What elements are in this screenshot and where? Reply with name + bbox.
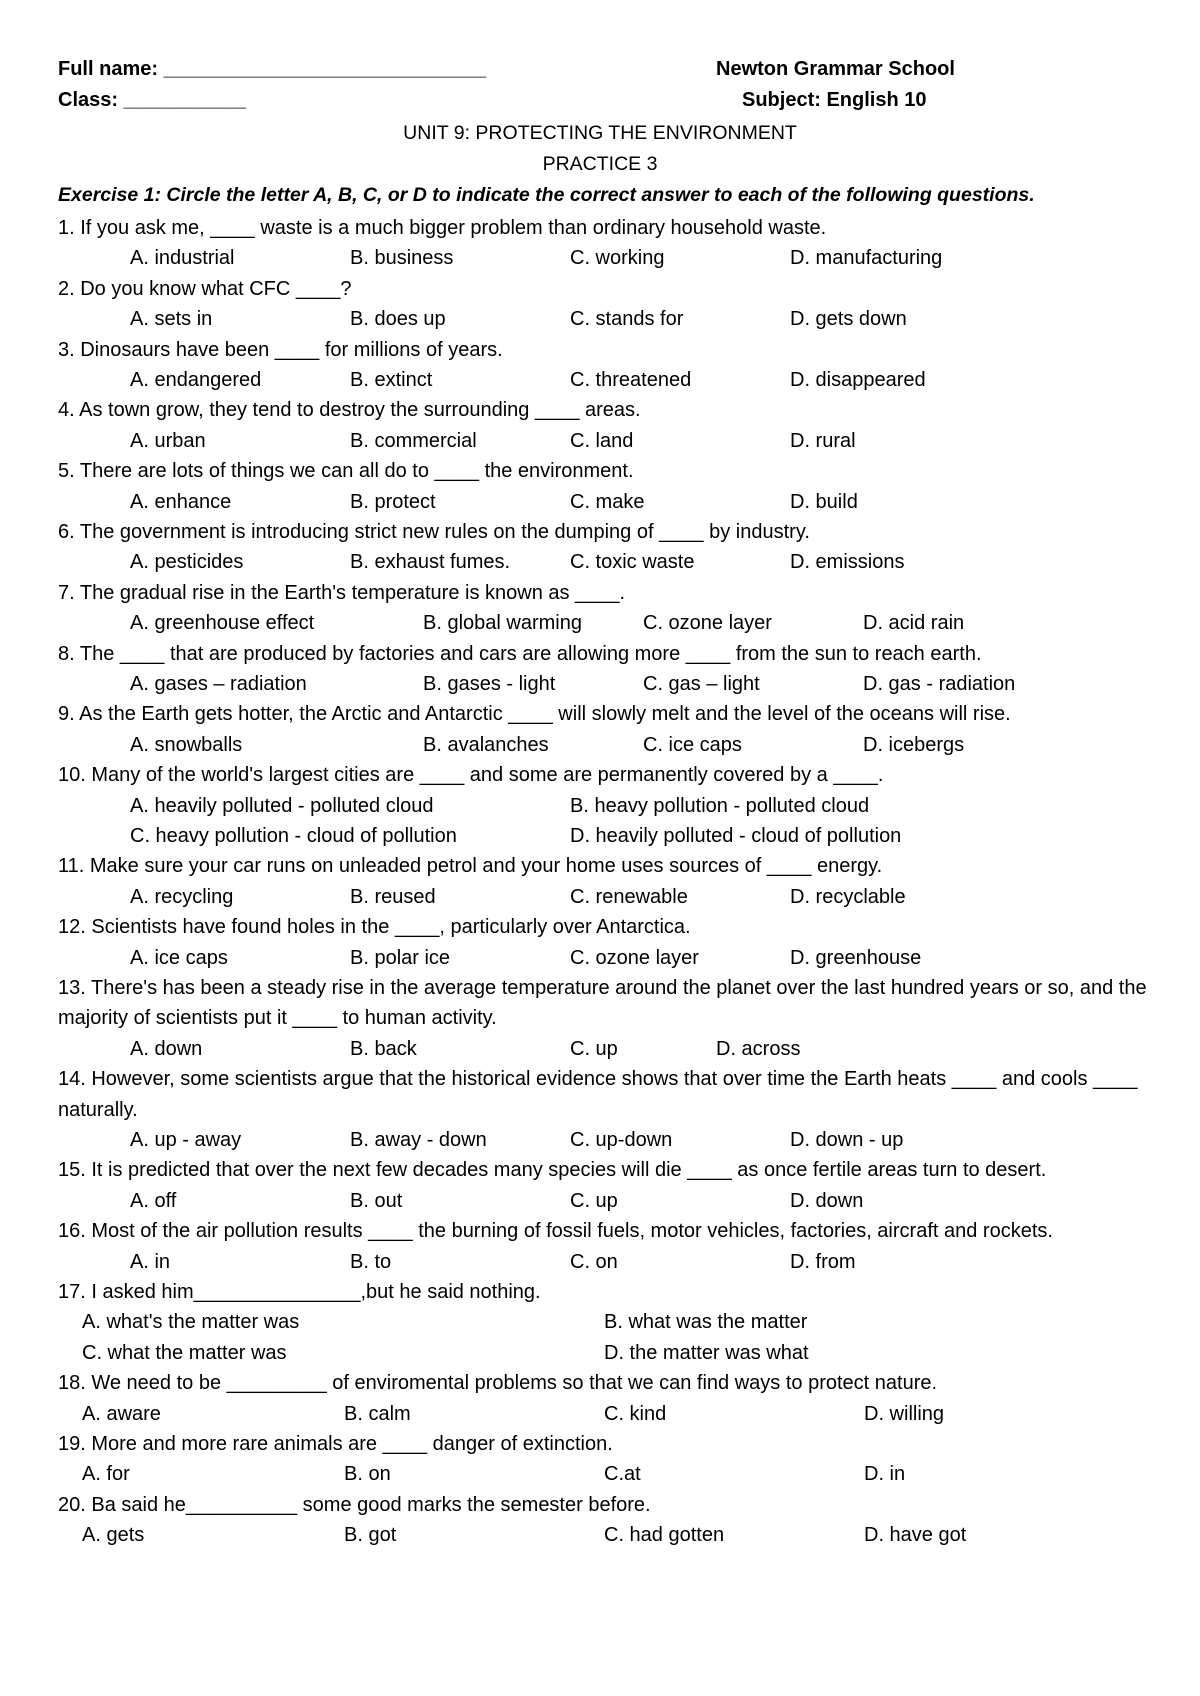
answer-option-b[interactable]: B. gases - light xyxy=(423,672,556,695)
answer-option-d[interactable]: D. greenhouse xyxy=(790,946,922,969)
answer-option-b[interactable]: B. on xyxy=(344,1463,391,1486)
answer-option-d[interactable]: D. down xyxy=(790,1189,864,1212)
question-text: 19. More and more rare animals are ____ danger of extinction. xyxy=(58,1432,613,1455)
answer-option-a[interactable]: A. down xyxy=(130,1037,203,1060)
question-12 xyxy=(58,912,1168,973)
answer-option-b[interactable]: B. back xyxy=(350,1037,417,1060)
answer-options-row xyxy=(58,1399,1168,1429)
question-2 xyxy=(58,274,1168,335)
answer-options-row xyxy=(58,1247,1168,1277)
answer-option-d[interactable]: D. gas - radiation xyxy=(863,672,1016,695)
question-text: 16. Most of the air pollution results ____ the burning of fossil fuels, motor vehicles, factories, aircraft and rockets. xyxy=(58,1220,1053,1243)
question-text: 20. Ba said he__________ some good marks the semester before. xyxy=(58,1493,651,1516)
answer-options-row xyxy=(58,821,1168,851)
practice-title: PRACTICE 3 xyxy=(542,153,658,175)
answer-option-c[interactable]: C. make xyxy=(570,490,645,513)
answer-option-c[interactable]: C. threatened xyxy=(570,369,692,391)
answer-option-d[interactable]: D. icebergs xyxy=(863,733,965,756)
answer-option-a[interactable]: A. in xyxy=(130,1250,171,1273)
answer-option-a[interactable]: A. sets in xyxy=(130,308,213,331)
answer-option-a[interactable]: A. heavily polluted - polluted cloud xyxy=(130,794,434,817)
answer-option-a[interactable]: A. ice caps xyxy=(130,946,228,969)
answer-option-b[interactable]: B. calm xyxy=(344,1402,411,1425)
question-16 xyxy=(58,1216,1168,1277)
answer-option-c[interactable]: C. on xyxy=(570,1250,618,1273)
answer-option-d[interactable]: D. heavily polluted - cloud of pollution xyxy=(570,824,902,847)
answer-options-row xyxy=(58,426,1168,456)
answer-option-c[interactable]: C. renewable xyxy=(570,885,688,908)
answer-option-c[interactable]: C. kind xyxy=(604,1402,667,1425)
answer-options-row xyxy=(58,1520,1168,1550)
answer-option-d[interactable]: D. across xyxy=(716,1037,801,1060)
answer-option-c[interactable]: C. ozone layer xyxy=(643,612,772,635)
answer-option-d[interactable]: D. emissions xyxy=(790,551,905,574)
question-6 xyxy=(58,517,1168,578)
answer-option-a[interactable]: A. pesticides xyxy=(130,551,244,574)
question-10 xyxy=(58,760,1168,851)
answer-option-b[interactable]: B. got xyxy=(344,1524,397,1547)
answer-option-d[interactable]: D. disappeared xyxy=(790,369,926,391)
answer-option-d[interactable]: D. down - up xyxy=(790,1128,904,1151)
answer-option-d[interactable]: D. in xyxy=(864,1463,906,1486)
question-11 xyxy=(58,851,1168,912)
question-13 xyxy=(58,973,1168,1064)
question-text: 18. We need to be _________ of enviromental problems so that we can find ways to protect nature. xyxy=(58,1372,938,1395)
answer-options-row xyxy=(58,882,1168,912)
question-text: 10. Many of the world's largest cities are ____ and some are permanently covered by a ____. xyxy=(58,764,884,787)
answer-options-row xyxy=(58,1307,1168,1337)
question-text: 11. Make sure your car runs on unleaded petrol and your home uses sources of ____ energy. xyxy=(58,855,883,878)
answer-options-row xyxy=(58,1125,1168,1155)
answer-option-b[interactable]: B. away - down xyxy=(350,1128,487,1151)
answer-options-row xyxy=(58,730,1168,760)
question-20 xyxy=(58,1490,1168,1551)
answer-option-b[interactable]: B. heavy pollution - polluted cloud xyxy=(570,794,870,817)
answer-option-c[interactable]: C. up-down xyxy=(570,1128,673,1151)
answer-options-row xyxy=(58,1338,1168,1368)
question-text: 15. It is predicted that over the next few decades many species will die ____ as once fertile areas turn to desert. xyxy=(58,1159,1047,1182)
answer-option-c[interactable]: C. toxic waste xyxy=(570,551,695,574)
answer-option-a[interactable]: A. for xyxy=(82,1463,130,1486)
answer-option-a[interactable]: A. endangered xyxy=(130,369,262,391)
answer-option-a[interactable]: A. aware xyxy=(82,1402,161,1425)
answer-option-d[interactable]: D. manufacturing xyxy=(790,247,943,270)
question-text: 17. I asked him_______________,but he said nothing. xyxy=(58,1280,541,1303)
question-18 xyxy=(58,1368,1168,1429)
question-list xyxy=(58,213,1168,1551)
answer-option-c[interactable]: C. up xyxy=(570,1037,618,1060)
answer-option-d[interactable]: D. from xyxy=(790,1250,856,1273)
question-19 xyxy=(58,1429,1168,1490)
answer-option-c[interactable]: C. gas – light xyxy=(643,672,760,695)
answer-options-row xyxy=(58,1459,1168,1489)
question-7 xyxy=(58,578,1168,639)
question-text: 1. If you ask me, ____ waste is a much bigger problem than ordinary household waste. xyxy=(58,217,827,239)
answer-option-c[interactable]: C. land xyxy=(570,429,634,452)
answer-option-c[interactable]: C. working xyxy=(570,247,665,270)
school-name: Newton Grammar School xyxy=(716,58,955,80)
unit-title: UNIT 9: PROTECTING THE ENVIRONMENT xyxy=(403,122,797,144)
answer-option-c[interactable]: C.at xyxy=(604,1463,641,1486)
question-4 xyxy=(58,395,1168,456)
exercise-heading: Exercise 1: Circle the letter A, B, C, or D to indicate the correct answer to each of the following questions. xyxy=(58,184,1035,206)
question-text: 7. The gradual rise in the Earth's temperature is known as ____. xyxy=(58,581,626,604)
answer-options-row xyxy=(58,304,1168,334)
answer-option-d[interactable]: D. willing xyxy=(864,1402,945,1425)
answer-option-c[interactable]: C. stands for xyxy=(570,308,684,331)
question-1 xyxy=(58,213,1168,274)
answer-option-b[interactable]: B. out xyxy=(350,1189,403,1212)
answer-option-b[interactable]: B. to xyxy=(350,1250,392,1273)
answer-options-row xyxy=(58,547,1168,577)
question-text: 9. As the Earth gets hotter, the Arctic and Antarctic ____ will slowly melt and the level of the oceans will rise. xyxy=(58,703,1011,726)
answer-option-a[interactable]: A. what's the matter was xyxy=(82,1311,300,1334)
question-15 xyxy=(58,1155,1168,1216)
answer-option-c[interactable]: C. had gotten xyxy=(604,1524,725,1547)
answer-option-a[interactable]: A. urban xyxy=(130,429,206,452)
answer-option-a[interactable]: A. enhance xyxy=(130,490,232,513)
answer-option-a[interactable]: A. gets xyxy=(82,1524,145,1547)
answer-options-row xyxy=(58,487,1168,517)
answer-options-row xyxy=(58,365,1168,395)
answer-option-b[interactable]: B. polar ice xyxy=(350,946,451,969)
answer-option-d[interactable]: D. rural xyxy=(790,429,856,452)
question-3 xyxy=(58,335,1168,396)
question-text: 13. There's has been a steady rise in the average temperature around the planet over the last hundred years or so, and the majority of scientists put it ____ to human activity. xyxy=(58,976,1147,1030)
answer-option-c[interactable]: C. up xyxy=(570,1189,618,1212)
answer-option-c[interactable]: C. ozone layer xyxy=(570,946,699,969)
question-17 xyxy=(58,1277,1168,1368)
question-text: 6. The government is introducing strict new rules on the dumping of ____ by industry. xyxy=(58,520,810,543)
answer-option-b[interactable]: B. what was the matter xyxy=(604,1311,808,1334)
question-text: 12. Scientists have found holes in the ____, particularly over Antarctica. xyxy=(58,916,691,939)
answer-option-d[interactable]: D. build xyxy=(790,490,858,513)
answer-option-d[interactable]: D. the matter was what xyxy=(604,1341,809,1364)
answer-option-a[interactable]: A. industrial xyxy=(130,247,235,270)
answer-options-row xyxy=(58,243,1168,273)
answer-option-b[interactable]: B. extinct xyxy=(350,369,433,391)
answer-option-a[interactable]: A. recycling xyxy=(130,885,234,908)
question-8 xyxy=(58,639,1168,700)
answer-option-b[interactable]: B. avalanches xyxy=(423,733,549,756)
answer-option-b[interactable]: B. business xyxy=(350,247,454,270)
question-text: 4. As town grow, they tend to destroy the surrounding ____ areas. xyxy=(58,399,641,422)
answer-options-row xyxy=(58,791,1168,821)
question-text: 5. There are lots of things we can all do to ____ the environment. xyxy=(58,460,634,483)
question-text: 8. The ____ that are produced by factories and cars are allowing more ____ from the sun to reach earth. xyxy=(58,642,982,665)
answer-option-d[interactable]: D. recyclable xyxy=(790,885,906,908)
answer-option-d[interactable]: D. acid rain xyxy=(863,612,965,635)
answer-option-b[interactable]: B. protect xyxy=(350,490,436,513)
answer-option-c[interactable]: C. ice caps xyxy=(643,733,742,756)
answer-option-d[interactable]: D. gets down xyxy=(790,308,907,331)
question-text: 14. However, some scientists argue that the historical evidence shows that over time the Earth heats ____ and cools ____ naturally. xyxy=(58,1068,1138,1121)
question-14 xyxy=(58,1064,1168,1155)
question-text: 3. Dinosaurs have been ____ for millions of years. xyxy=(58,338,503,361)
question-9 xyxy=(58,699,1168,760)
answer-options-row xyxy=(58,1186,1168,1216)
answer-option-a[interactable]: A. greenhouse effect xyxy=(130,612,315,635)
question-5 xyxy=(58,456,1168,517)
answer-option-c[interactable]: C. heavy pollution - cloud of pollution xyxy=(130,824,457,847)
answer-option-a[interactable]: A. up - away xyxy=(130,1128,242,1151)
answer-options-row xyxy=(58,943,1168,973)
answer-option-b[interactable]: B. commercial xyxy=(350,429,477,452)
answer-option-b[interactable]: B. reused xyxy=(350,885,436,908)
question-text: 2. Do you know what CFC ____? xyxy=(58,277,352,300)
answer-option-a[interactable]: A. off xyxy=(130,1189,177,1212)
answer-options-row xyxy=(58,669,1168,699)
subject-label: Subject: English 10 xyxy=(742,89,927,111)
answer-option-b[interactable]: B. does up xyxy=(350,308,446,331)
answer-option-d[interactable]: D. have got xyxy=(864,1524,967,1547)
class-field: Class: ___________ xyxy=(58,89,246,111)
answer-option-b[interactable]: B. exhaust fumes. xyxy=(350,551,511,574)
answer-option-a[interactable]: A. snowballs xyxy=(130,733,243,756)
answer-option-a[interactable]: A. gases – radiation xyxy=(130,672,307,695)
answer-option-c[interactable]: C. what the matter was xyxy=(82,1341,287,1364)
answer-option-b[interactable]: B. global warming xyxy=(423,612,582,635)
answer-options-row xyxy=(58,1034,1168,1064)
answer-options-row xyxy=(58,608,1168,638)
full-name-field: Full name: _____________________________ xyxy=(58,58,487,80)
